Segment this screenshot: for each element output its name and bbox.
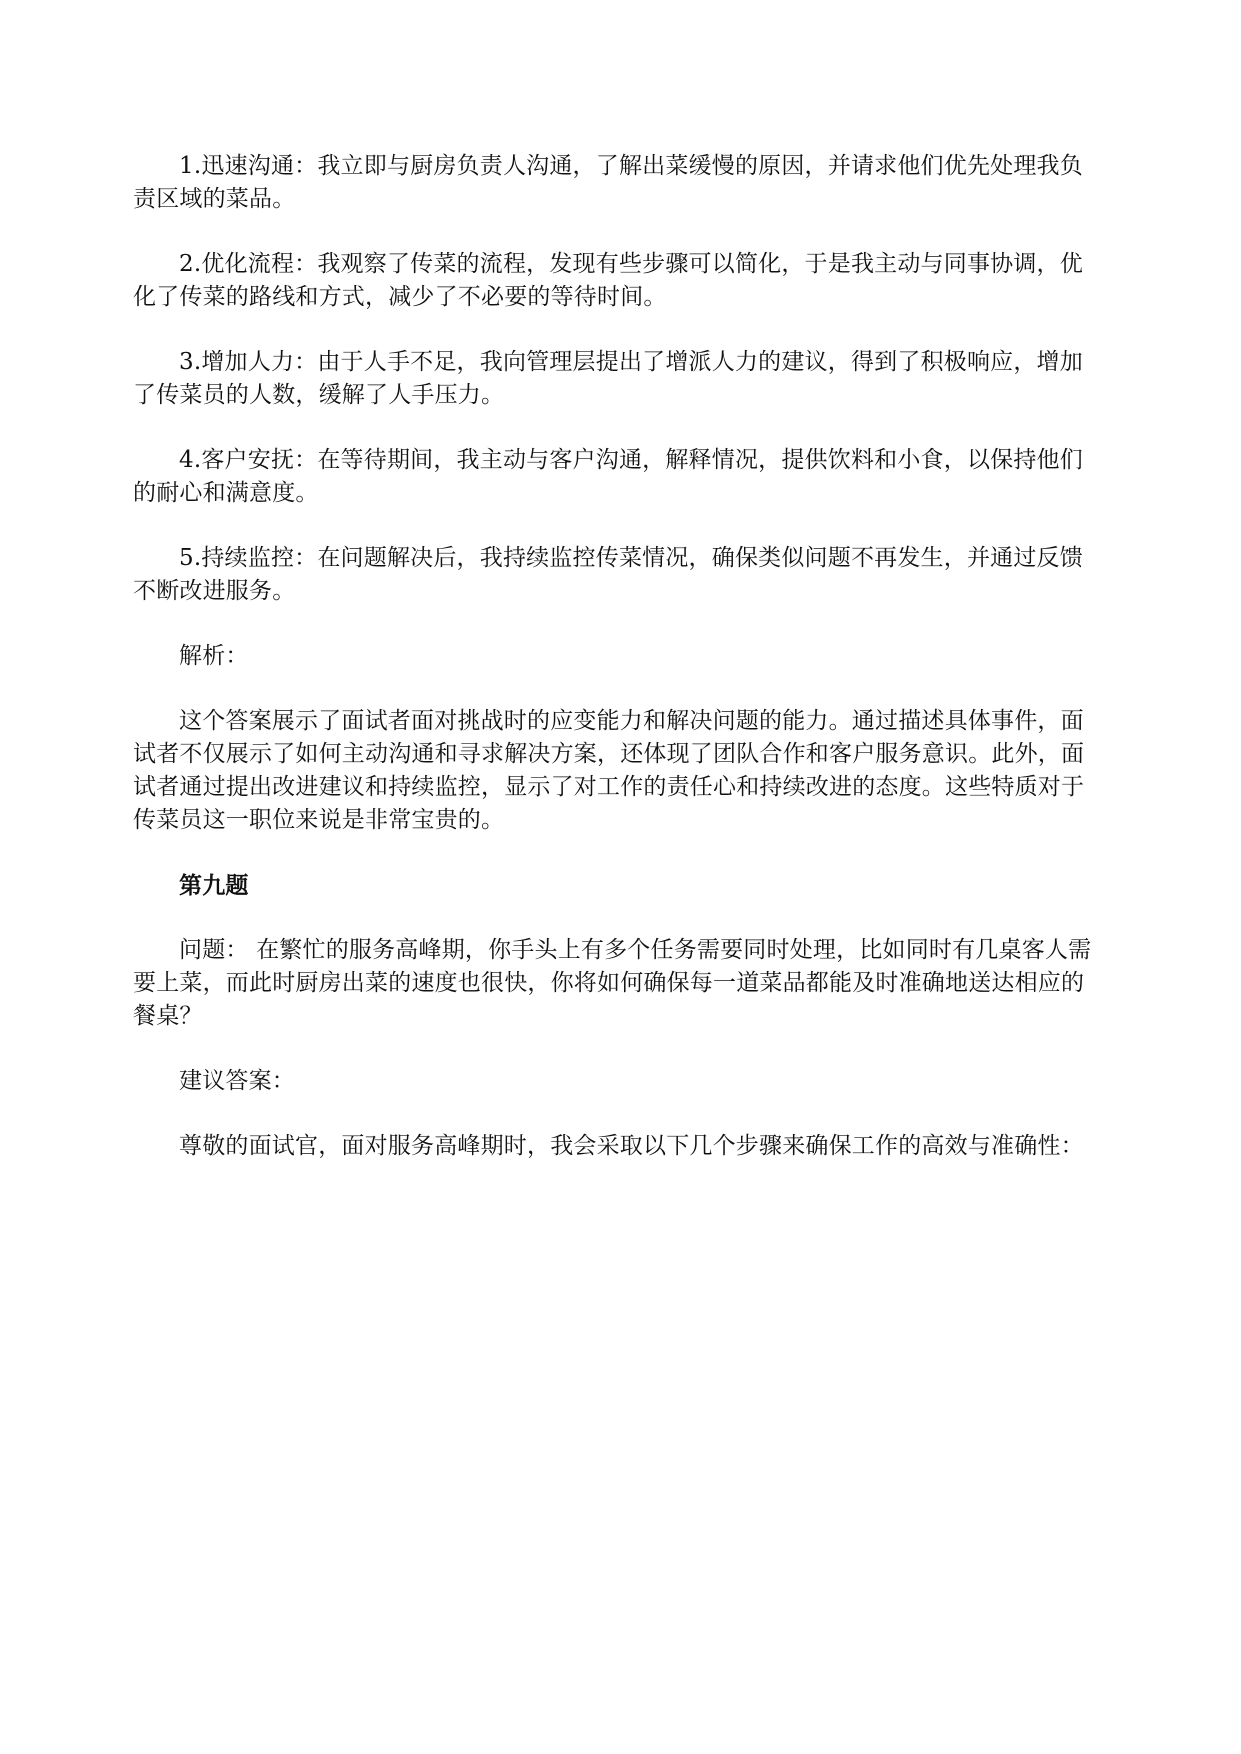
paragraph-step-2: 2.优化流程：我观察了传菜的流程，发现有些步骤可以简化，于是我主动与同事协调，优化了传菜的路线和方式，减少了不必要的等待时间。 (133, 251, 1083, 310)
suggested-answer-label: 建议答案： (179, 1068, 295, 1094)
analysis-paragraph: 这个答案展示了面试者面对挑战时的应变能力和解决问题的能力。通过描述具体事件，面试者不仅展示了如何主动沟通和寻求解决方案，还体现了团队合作和客户服务意识。此外，面试者通过提出改进建议和持续监控，显示了对工作的责任心和持续改进的态度。这些特质对于传菜员这一职位来说是非常宝贵的。 (133, 708, 1085, 833)
analysis-label: 解析： (179, 643, 249, 669)
paragraph-step-4: 4.客户安抚：在等待期间，我主动与客户沟通，解释情况，提供饮料和小食，以保持他们的耐心和满意度。 (133, 447, 1083, 506)
paragraph-step-1: 1.迅速沟通：我立即与厨房负责人沟通，了解出菜缓慢的原因，并请求他们优先处理我负责区域的菜品。 (133, 153, 1083, 212)
question-paragraph: 问题： 在繁忙的服务高峰期，你手头上有多个任务需要同时处理，比如同时有几桌客人需要上菜，而此时厨房出菜的速度也很快，你将如何确保每一道菜品都能及时准确地送达相应的餐桌？ (133, 937, 1092, 1029)
paragraph-step-3: 3.增加人力：由于人手不足，我向管理层提出了增派人力的建议，得到了积极响应，增加了传菜员的人数，缓解了人手压力。 (133, 349, 1083, 408)
answer-intro-paragraph: 尊敬的面试官，面对服务高峰期时，我会采取以下几个步骤来确保工作的高效与准确性： (179, 1133, 1084, 1159)
question-heading: 第九题 (179, 872, 249, 899)
paragraph-step-5: 5.持续监控：在问题解决后，我持续监控传菜情况，确保类似问题不再发生，并通过反馈不断改进服务。 (133, 545, 1083, 604)
document-body (133, 150, 1099, 1163)
